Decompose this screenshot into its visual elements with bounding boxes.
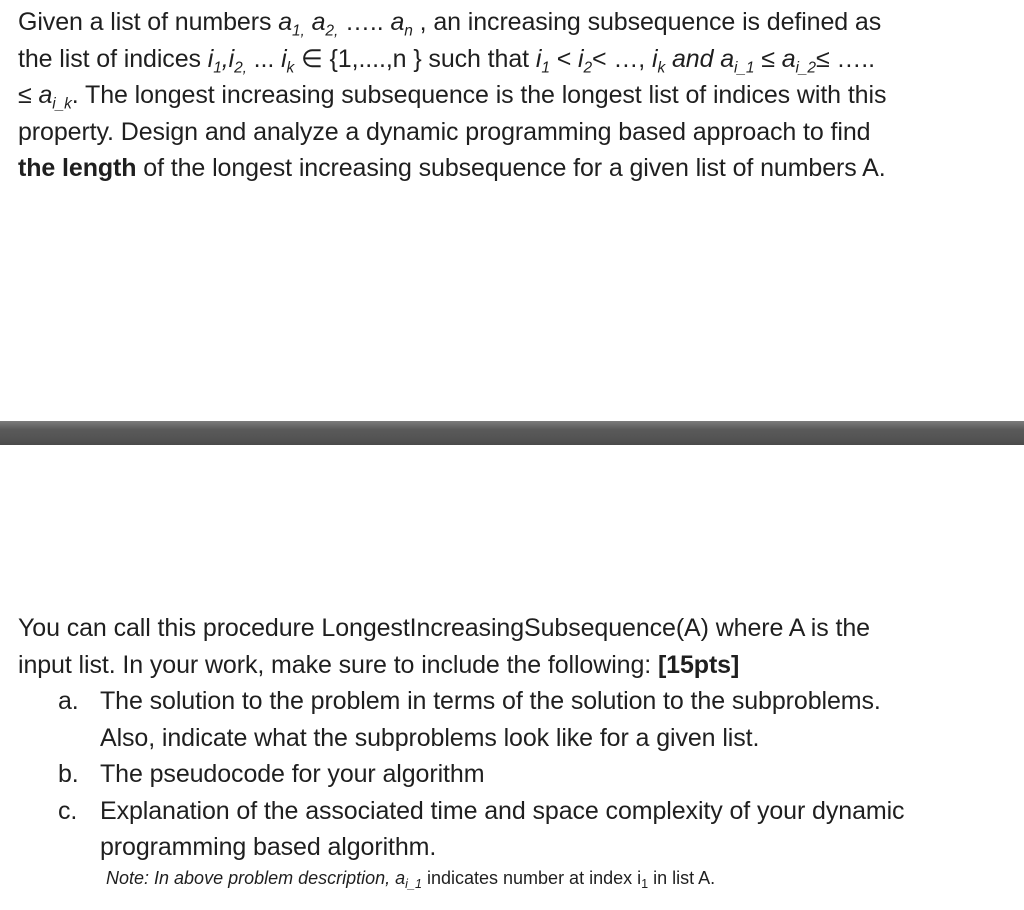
- list-item-c: c. Explanation of the associated time and space complexity of your dynamic programming based algorithm.: [18, 793, 1014, 866]
- page-divider: [0, 421, 1024, 445]
- list-marker: a.: [58, 687, 79, 715]
- emphasis-length: the length: [18, 154, 137, 182]
- list-marker: b.: [58, 760, 79, 788]
- problem-line-3: ≤ $a_{i\_k}$. The longest increasing subsequence is the longest list of indices with this: [18, 81, 887, 113]
- instructions-line-2: input list. In your work, make sure to include the following: [15pts]: [18, 650, 740, 679]
- instructions-line-1: You can call this procedure LongestIncreasingSubsequence(A) where A is the: [18, 614, 870, 642]
- footnote: Note: In above problem description, $a_{i\_1}$ indicates number at index $i_1$ in list A.: [106, 868, 716, 891]
- problem-line-5: the length of the longest increasing subsequence for a given list of numbers A.: [18, 154, 886, 182]
- list-item-a: a. The solution to the problem in terms of the solution to the subproblems. Also, indicate what the subproblems look like for a given list.: [18, 683, 1014, 756]
- problem-line-1: Given a list of numbers $a_{1,}$ $a_{2,}$ ….. $a_n$ , an increasing subsequence is defined as: [18, 8, 882, 40]
- list-item-b: b. The pseudocode for your algorithm: [18, 756, 1014, 793]
- problem-statement: [18, 4, 1014, 187]
- points-label: [15pts]: [657, 650, 740, 679]
- problem-line-4: property. Design and analyze a dynamic programming based approach to find: [18, 117, 871, 146]
- list-marker: c.: [58, 796, 78, 825]
- problem-line-2: the list of indices $i_1,i_{2,}$ ... $i_k$ ∈ {1,....,n } such that $i_1 < i_2<$ …, $i_k$ and $a_{i\_1} \le a_{i\_2}\le$ …..: [18, 44, 875, 76]
- instructions: [18, 610, 1014, 866]
